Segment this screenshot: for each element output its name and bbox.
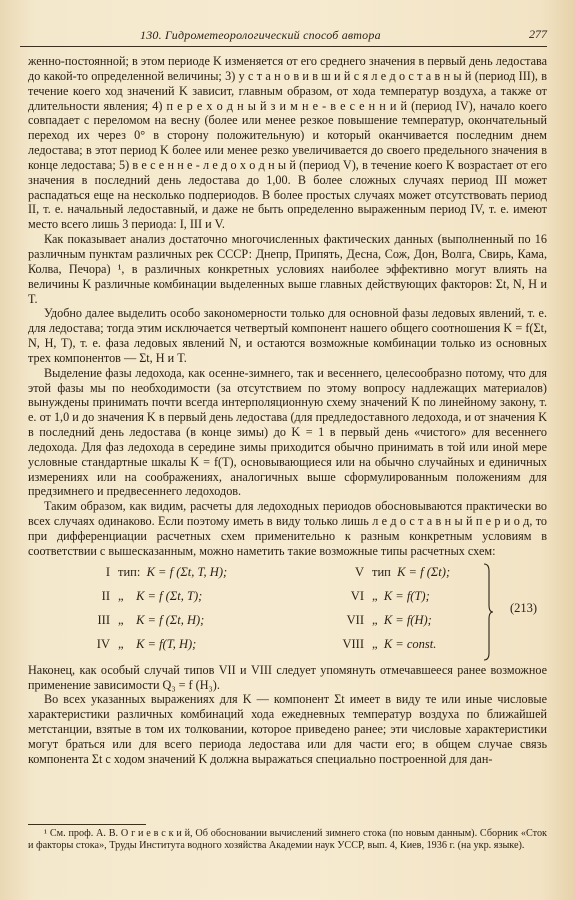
paragraph-3: Удобно далее выделить особо закономерности только для основной фазы ледовых явлений, т. е. для ледостава; тогда этим исключается четвертый компонент нашего общего соотношения K = f(Σt, N, H, T), т. е. фаза ледовых явлений N, и остаются возможные комбинации только из основных трех компонентов — Σt, H и T. [28, 306, 547, 365]
footnote-text: ¹ См. проф. А. В. О г и е в с к и й, Об обосновании вычислений зимнего стока (по новым данным). Сборник «Сток и факторы стока», Труды Института водного хозяйства Академии наук УССР, вып. 4, Киев, 1936 г. (на укр. языке). [28, 828, 547, 852]
type-number: VII [346, 612, 364, 627]
formula-row [28, 564, 451, 584]
type-expression: K = f (Σt, T); [136, 588, 203, 603]
type-expression: K = f(T); [383, 588, 430, 603]
type-number: II [101, 588, 110, 603]
paragraph-1: женно-постоянной; в этом периоде K изменяется от его среднего значения в первый день ледостава до какой-то определенной величины; 3) у с т а н о в и в ш и й с я л е д о с т а в н ы й (период III), в течение коего ход значений K зависит, главным образом, от хода температур воздуха, а также от длительности явления; 4) п е р е х о д н ы й з и м н е - в е с е н н и й (период IV), начало коего совпадает с переломом на весну (более или менее резкое повышение температур, окончательный переход их через 0° в сторону положительную) и который оканчивается последним днем ледостава; в этот период K более или менее резко увеличивается до своего предельного значения в конце ледостава; 5) в е с е н н е - л е д о х о д н ы й (период V), в течение коего K возрастает от его значения в последний день ледостава до 1,00. В более сложных случаях период III может распадаться еще на несколько подпериодов. В более простых случаях может отсутствовать период II, т. е. начальный ледоставный, и даже не быть определенно выраженным период IV, т. е. имеют место всего лишь 3 периода: I, III и V. [28, 54, 547, 232]
type-number: VIII [342, 636, 364, 651]
type-word: „ [372, 588, 378, 603]
type-expression: K = const. [383, 636, 437, 651]
type-word: тип: [118, 564, 141, 579]
type-number: III [97, 612, 110, 627]
type-number: VI [350, 588, 364, 603]
type-word: „ [372, 636, 378, 651]
running-head: 130. Гидрометеорологический способ автора [140, 28, 381, 42]
type-number: IV [96, 636, 110, 651]
paragraph-5: Таким образом, как видим, расчеты для ледоходных периодов обосновываются практически во всех случаях одинаково. Если поэтому иметь в виду только лишь л е д о с т а в н ы й п е р и о д, то при дифференциации расчетных схем применительно к разным конкретным условиям в соответствии с вышесказанным, можно наметить такие возможные типы расчетных схем: [28, 499, 547, 558]
type-word: „ [372, 612, 378, 627]
type-expression: K = f (Σt, T, H); [146, 564, 228, 579]
type-expression: K = f(T, H); [136, 636, 197, 651]
type-word: тип [372, 564, 391, 579]
page-number: 277 [529, 27, 547, 41]
type-number: V [354, 564, 364, 579]
main-text [28, 54, 547, 767]
equation-number: (213) [510, 600, 538, 615]
paragraph-2: Как показывает анализ достаточно многочисленных фактических данных (выполненный по 16 различным пунктам различных рек СССР: Днепр, Припять, Десна, Сож, Дон, Волга, Свирь, Кама, Колва, Печора) ¹, в различных конкретных условиях наиболее эффективно могут влиять на величины K различные комбинации выделенных выше главных действующих факторов: Σt, N, H и T. [28, 232, 547, 306]
type-expression: K = f (Σt); [397, 564, 451, 579]
type-word: „ [118, 588, 124, 603]
type-number: I [105, 564, 110, 579]
type-word: „ [118, 636, 124, 651]
formula-row [28, 637, 448, 656]
right-brace-icon [483, 563, 493, 661]
formula-row [28, 613, 448, 632]
footnote-divider [28, 824, 146, 825]
paragraph-4: Выделение фазы ледохода, как осенне-зимнего, так и весеннего, целесообразно потому, что для этой фазы мы по необходимости (за отсутствием по этому вопросу надлежащих материалов) вынуждены принимать почти всегда интерполяционную схему значений K по линейному закону, т. е. от 1,0 и до значения K в первый день ледостава (для предледоставного ледохода, и от значения K в последний день ледостава (в конце зимы) до K = 1 в первый день «чистого» для весеннего ледохода. Для фаз ледохода в середине зимы приходится обычно принимать в той или иной мере условные стандартные шкалы K = f(T), основывающиеся или на обычно случайных и единичных измерениях или на соображениях, аналогичных выше сформулированным положениям для предзимнего и предвесеннего ледоходов. [28, 365, 547, 499]
paragraph-7: Во всех указанных выражениях для K — компонент Σt имеет в виду те или иные числовые характеристики различных комбинаций хода ежедневных температур воздуха по ближайшей метстанции, взятые в том их толковании, которое приведено ранее; эти числовые характеристики могут браться или для всего периода ледостава или для части его; в общем случае связь компонента Σt с ходом значений K должна выражаться специально построенной для дан- [28, 692, 547, 766]
page-header [20, 26, 547, 47]
footnote [28, 828, 547, 853]
formula-row [28, 589, 448, 608]
type-expression: K = f (Σt, H); [136, 612, 205, 627]
paragraph-6: Наконец, как особый случай типов VII и VIII следует упомянуть отмечавшееся ранее возможное применение зависимости Q₃ = f (H₃). [28, 662, 547, 692]
type-word: „ [118, 612, 124, 627]
type-expression: K = f(H); [383, 612, 432, 627]
formula-block-213 [28, 565, 547, 659]
